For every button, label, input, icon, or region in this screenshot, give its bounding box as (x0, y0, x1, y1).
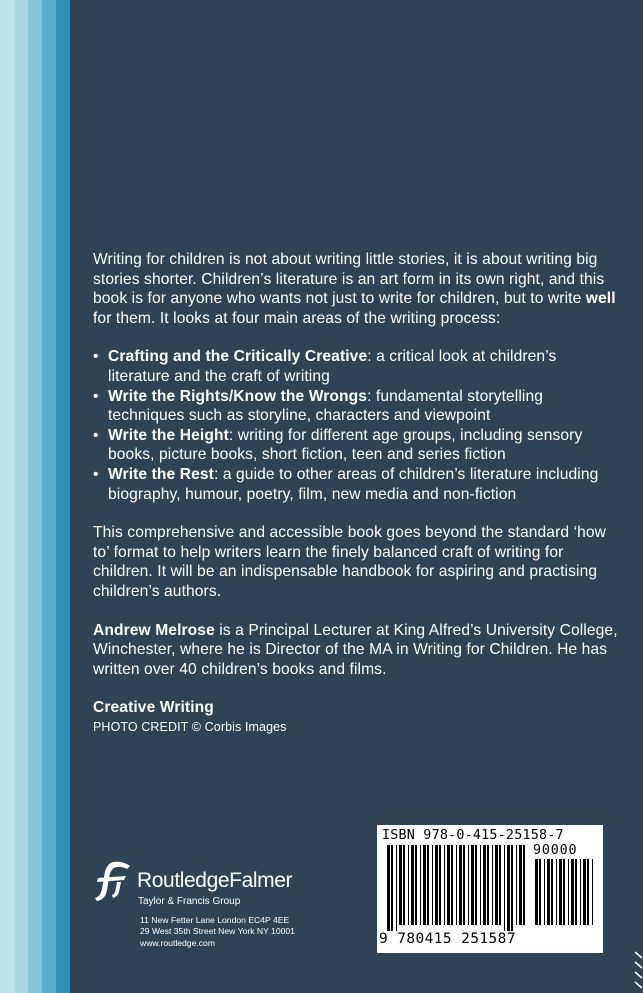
barcode-bar (492, 845, 493, 925)
barcode-bar (435, 845, 438, 925)
area-title: Crafting and the Critically Creative (108, 348, 368, 366)
author-bio: is a Principal Lecturer at King Alfred’s University College, Winchester, where he is Director of the MA in Writing for Children. He has written over 40 children’s books and films. (93, 621, 618, 678)
barcode-bar (475, 845, 477, 925)
barcode-bar (547, 859, 550, 925)
barcode-bar (451, 845, 453, 925)
bullet-icon: • (93, 426, 99, 444)
area-title: Write the Rights/Know the Wrongs (108, 387, 368, 405)
category-label: Creative Writing (93, 699, 214, 717)
barcode-bar (507, 845, 510, 931)
barcode-bar (459, 845, 462, 925)
intro-paragraph: Writing for children is not about writing little stories, it is about writing big stories shorter. Children’s literature is an art form in its own right, and this book is for anyone who wants not just to write for children, but to write well for them. It looks at four main areas of the writing process: (93, 251, 616, 327)
barcode-bar (447, 845, 450, 925)
bullet-icon: • (93, 387, 99, 405)
barcode-bar (468, 845, 469, 925)
publisher-address: 11 New Fetter Lane London EC4P 4EE 29 West 35th Street New York NY 10001 www.routledge.com (140, 915, 295, 948)
barcode-bar (487, 845, 489, 925)
barcode-bar (516, 845, 517, 925)
barcode-bar (568, 859, 569, 925)
barcode-bar (539, 859, 541, 925)
area-title: Write the Height (108, 426, 229, 444)
barcode-bar (427, 845, 429, 925)
author-paragraph (93, 621, 618, 680)
barcode-bar (391, 845, 393, 931)
barcode-bars (385, 845, 527, 931)
isbn-barcode (377, 825, 603, 953)
area-title: Write the Rest (108, 465, 214, 483)
bullet-icon: • (93, 348, 99, 366)
barcode-bar (415, 845, 417, 925)
barcode-bar (403, 845, 405, 925)
barcode-bar (523, 845, 525, 925)
publisher-name: RoutledgeFalmer (137, 869, 293, 892)
barcode-bar (535, 859, 538, 925)
barcode-bar (456, 845, 457, 925)
back-cover-blurb (93, 250, 618, 737)
area-text: : a guide to other areas of children’s literature including biography, humour, poetry, film, new media and non-fiction (108, 465, 599, 503)
barcode-bar (571, 859, 574, 925)
barcode-bar (499, 845, 501, 925)
barcode-bar (504, 845, 505, 931)
barcode-bar (423, 845, 426, 925)
list-item (93, 387, 618, 426)
barcode-addon-bars (533, 859, 597, 931)
barcode-bar (583, 859, 586, 925)
area-text: : fundamental storytelling techniques such as storyline, characters and viewpoint (108, 387, 544, 425)
barcode-bar (575, 859, 577, 925)
barcode-bar (432, 845, 433, 925)
area-text: : a critical look at children’s literature and the craft of writing (108, 348, 557, 385)
barcode-bar (387, 845, 390, 931)
barcode-bar (396, 845, 397, 931)
author-name: Andrew Melrose (93, 621, 215, 639)
isbn-label: ISBN 978-0-415-25158-7 (382, 828, 564, 843)
barcode-bar (544, 859, 545, 925)
barcode-bar (444, 845, 445, 925)
area-text: : writing for different age groups, including sensory books, picture books, short fiction, teen and series fiction (108, 426, 583, 464)
barcode-bar (519, 845, 522, 925)
barcode-bar (420, 845, 421, 925)
publisher-group: Taylor & Francis Group (138, 896, 241, 907)
rf-logo-icon (93, 860, 133, 902)
barcode-bar (439, 845, 441, 925)
barcode-bar (463, 845, 465, 925)
barcode-bar (411, 845, 414, 925)
cover-edge-stripes (0, 0, 70, 993)
publisher-website: www.routledge.com (140, 937, 215, 948)
barcode-digits: 9 780415 251587 (379, 931, 516, 947)
barcode-bar (556, 859, 557, 925)
barcode-bar (471, 845, 474, 925)
list-item (93, 347, 618, 386)
photo-credit: PHOTO CREDIT © Corbis Images (93, 719, 287, 734)
crop-marks (634, 950, 643, 993)
barcode-bar (511, 845, 513, 931)
bullet-icon: • (93, 465, 99, 483)
barcode-bar (399, 845, 402, 925)
summary-paragraph: This comprehensive and accessible book goes beyond the standard ‘how to’ format to help writers learn the finely balanced craft of writing for children. It will be an indispensable handbook for aspiring and practising children’s authors. (93, 524, 607, 600)
intro-emphasis: well (585, 290, 616, 308)
barcode-bar (551, 859, 553, 925)
barcode-bar (483, 845, 486, 925)
barcode-bar (580, 859, 581, 925)
barcode-bar (495, 845, 498, 925)
barcode-bar (592, 859, 593, 925)
barcode-addon-number: 90000 (533, 843, 578, 858)
barcode-bar (408, 845, 409, 925)
barcode-bar (480, 845, 481, 925)
barcode-bar (559, 859, 562, 925)
list-item (93, 426, 618, 465)
list-item (93, 465, 618, 504)
barcode-bar (563, 859, 565, 925)
publisher-logo (93, 858, 333, 958)
writing-areas-list (93, 347, 618, 504)
barcode-bar (587, 859, 589, 925)
